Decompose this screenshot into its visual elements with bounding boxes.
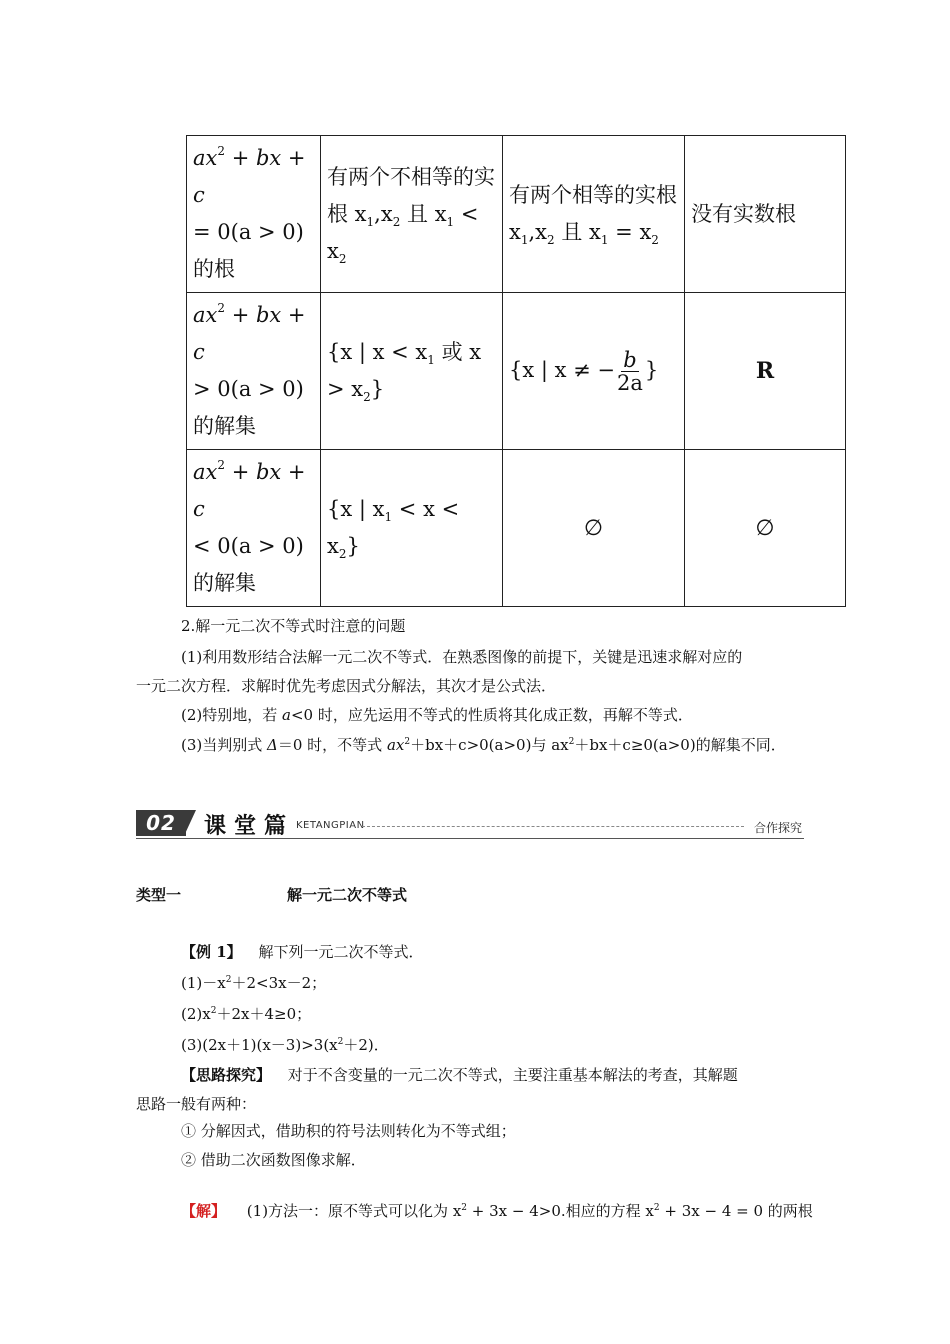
example-item-1: $(1)-x^2+2<3x-2$；: [181, 974, 327, 992]
note-1-line-2: 一元二次方程．求解时优先考虑因式分解法，其次才是公式法．: [136, 677, 557, 695]
note-1-line-1: (1)利用数形结合法解一元二次不等式．在熟悉图像的前提下，关键是迅速求解对应的: [181, 648, 743, 666]
example-item-2: $(2)x^2+2x+4\ge 0$；: [181, 1005, 312, 1023]
badge-tail: [184, 810, 196, 836]
idea-item-1: ① 分解因式，借助积的符号法则转化为不等式组；: [181, 1122, 516, 1140]
cell-greater-none: R: [685, 293, 846, 450]
idea-tag: 【思路探究】: [181, 1066, 272, 1084]
table-row: [187, 136, 846, 293]
notes-heading: 2.解一元二次不等式时注意的问题: [181, 617, 406, 635]
table-row: [187, 293, 846, 450]
row-label-roots: $ax^2$ + bx + c = 0(a > 0) 的根: [187, 136, 321, 293]
cell-greater-equal: {x | x ≠ − $\frac{b}{2a}$ }: [503, 293, 685, 450]
idea-line-2: 思路一般有两种：: [136, 1095, 257, 1113]
idea-item-2: ② 借助二次函数图像求解．: [181, 1151, 366, 1169]
section-right-label: 合作探究: [753, 821, 802, 835]
section-number-badge: 02: [136, 810, 186, 836]
example-header: [181, 942, 423, 962]
example-item-3: $(3)(2x+1)(x-3)>3(x^2+2)$．: [181, 1036, 389, 1054]
table-row: [187, 450, 846, 607]
type-title: 解一元二次不等式: [287, 886, 408, 904]
section-title: 课堂篇: [204, 814, 295, 839]
cell-less-distinct: {x | $x_1 < x < x_2$}: [321, 450, 503, 607]
solution-line: 【解】 (1)方法一：原不等式可以化为 $x^2 + 3x - 4>0$.相应的方程 $x^2 + 3x - 4 = 0$ 的两根: [181, 1202, 813, 1220]
idea-line-1: 【思路探究】 对于不含变量的一元二次不等式，主要注重基本解法的考查，其解题: [181, 1066, 738, 1084]
banner-underline: [136, 838, 804, 839]
note-3: (3)当判别式 Δ＝0 时，不等式 $ax^2+bx+c>0(a>0)$与 $ax^2+bx+c\ge 0(a>0)$的解集不同．: [181, 736, 786, 754]
cell-two-distinct-roots: 有两个不相等的实根 $x_1,x_2$ 且 $x_1 < x_2$: [321, 136, 503, 293]
empty-set-icon: ∅: [583, 515, 604, 541]
cell-no-real-roots: 没有实数根: [685, 136, 846, 293]
cell-two-equal-roots: 有两个相等的实根 $x_1,x_2$ 且 $x_1 = x_2$: [503, 136, 685, 293]
cell-less-equal: [503, 450, 685, 607]
example-tag: 【例 1】: [181, 943, 242, 961]
fraction-b-over-2a: $\frac{b}{2a}$: [617, 347, 643, 395]
example-prompt: 解下列一元二次不等式．: [258, 943, 424, 961]
banner-dashed-line: [362, 826, 744, 827]
empty-set-icon: ∅: [755, 515, 775, 541]
row-label-less: $ax^2$ + bx + c < 0(a > 0) 的解集: [187, 450, 321, 607]
cell-less-none: [685, 450, 846, 607]
section-banner: [136, 808, 804, 840]
quadratic-summary-table: [186, 135, 846, 607]
section-subtitle: KETANGPIAN: [296, 820, 365, 831]
note-2: (2)特别地，若 a<0 时，应先运用不等式的性质将其化成正数，再解不等式．: [181, 706, 693, 724]
row-label-greater: $ax^2$ + bx + c > 0(a > 0) 的解集: [187, 293, 321, 450]
type-label: 类型一: [136, 886, 182, 904]
solution-tag: 【解】: [181, 1202, 227, 1220]
cell-greater-distinct: {x | $x < x_1$ 或 $x > x_2$}: [321, 293, 503, 450]
